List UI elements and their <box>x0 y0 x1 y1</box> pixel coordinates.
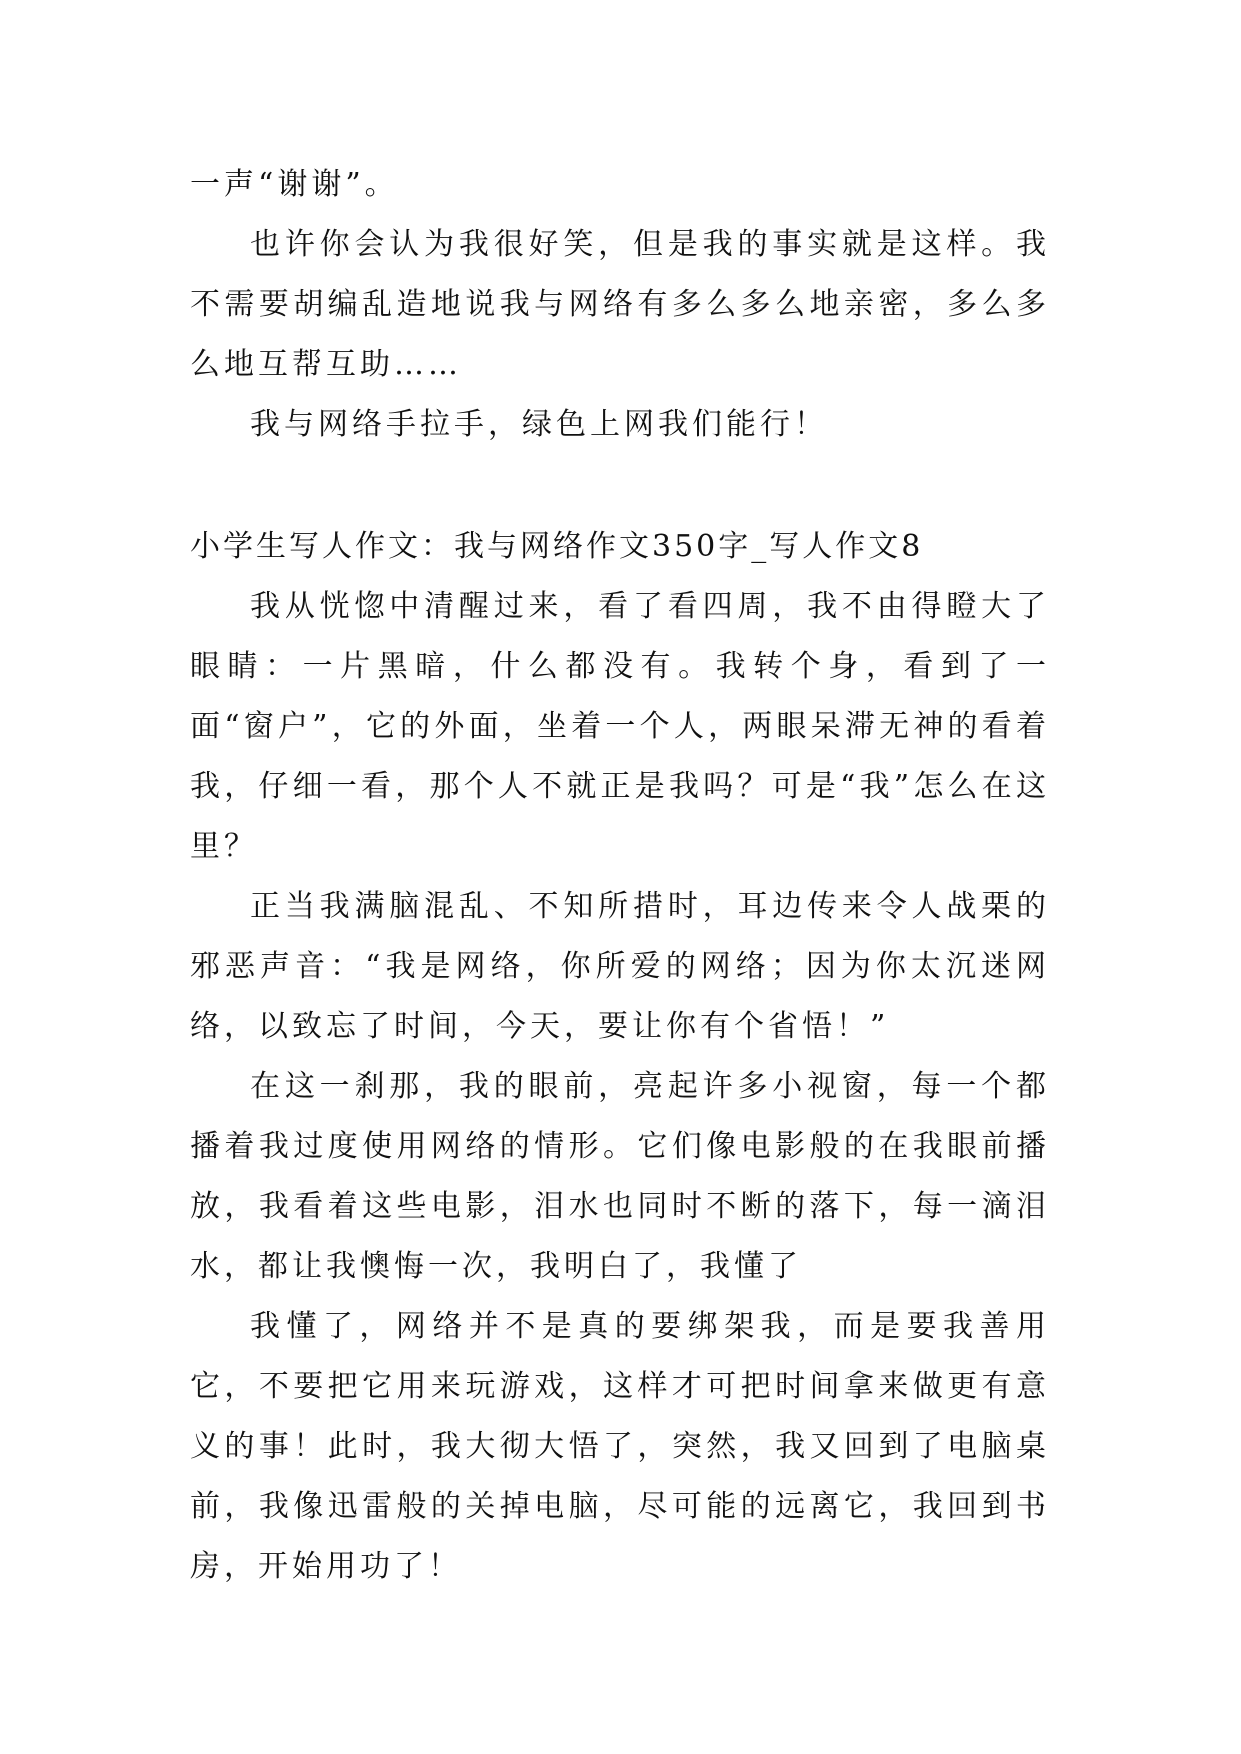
paragraph: 我与网络手拉手，绿色上网我们能行！ <box>250 407 828 442</box>
paragraph: 我懂了，网络并不是真的要绑架我，而是要我善用它，不要把它用来玩游戏，这样才可把时间拿来做更有意义的事！此时，我大彻大悟了，突然，我又回到了电脑桌前，我像迅雷般的关掉电脑，尽可能的远离它，我回到书房，开始用功了！ <box>190 1309 1050 1584</box>
paragraph: 正当我满脑混乱、不知所措时，耳边传来令人战栗的邪恶声音：“我是网络，你所爱的网络；因为你太沉迷网络，以致忘了时间，今天，要让你有个省悟！” <box>190 889 1050 1044</box>
paragraph: 我从恍惚中清醒过来，看了看四周，我不由得瞪大了眼睛：一片黑暗，什么都没有。我转个身，看到了一面“窗户”，它的外面，坐着一个人，两眼呆滞无神的看着我，仔细一看，那个人不就正是我吗？可是“我”怎么在这里？ <box>190 589 1050 864</box>
paragraph: 也许你会认为我很好笑，但是我的事实就是这样。我不需要胡编乱造地说我与网络有多么多么地亲密，多么多么地互帮互助…… <box>190 227 1050 382</box>
paragraph: 一声“谢谢”。 <box>190 167 399 202</box>
essay-title: 小学生写人作文：我与网络作文350字_写人作文8 <box>190 529 924 564</box>
paragraph: 在这一刹那，我的眼前，亮起许多小视窗，每一个都播着我过度使用网络的情形。它们像电影般的在我眼前播放，我看着这些电影，泪水也同时不断的落下，每一滴泪水，都让我懊悔一次，我明白了，我懂了 <box>190 1069 1050 1284</box>
document-body <box>190 155 1050 1597</box>
